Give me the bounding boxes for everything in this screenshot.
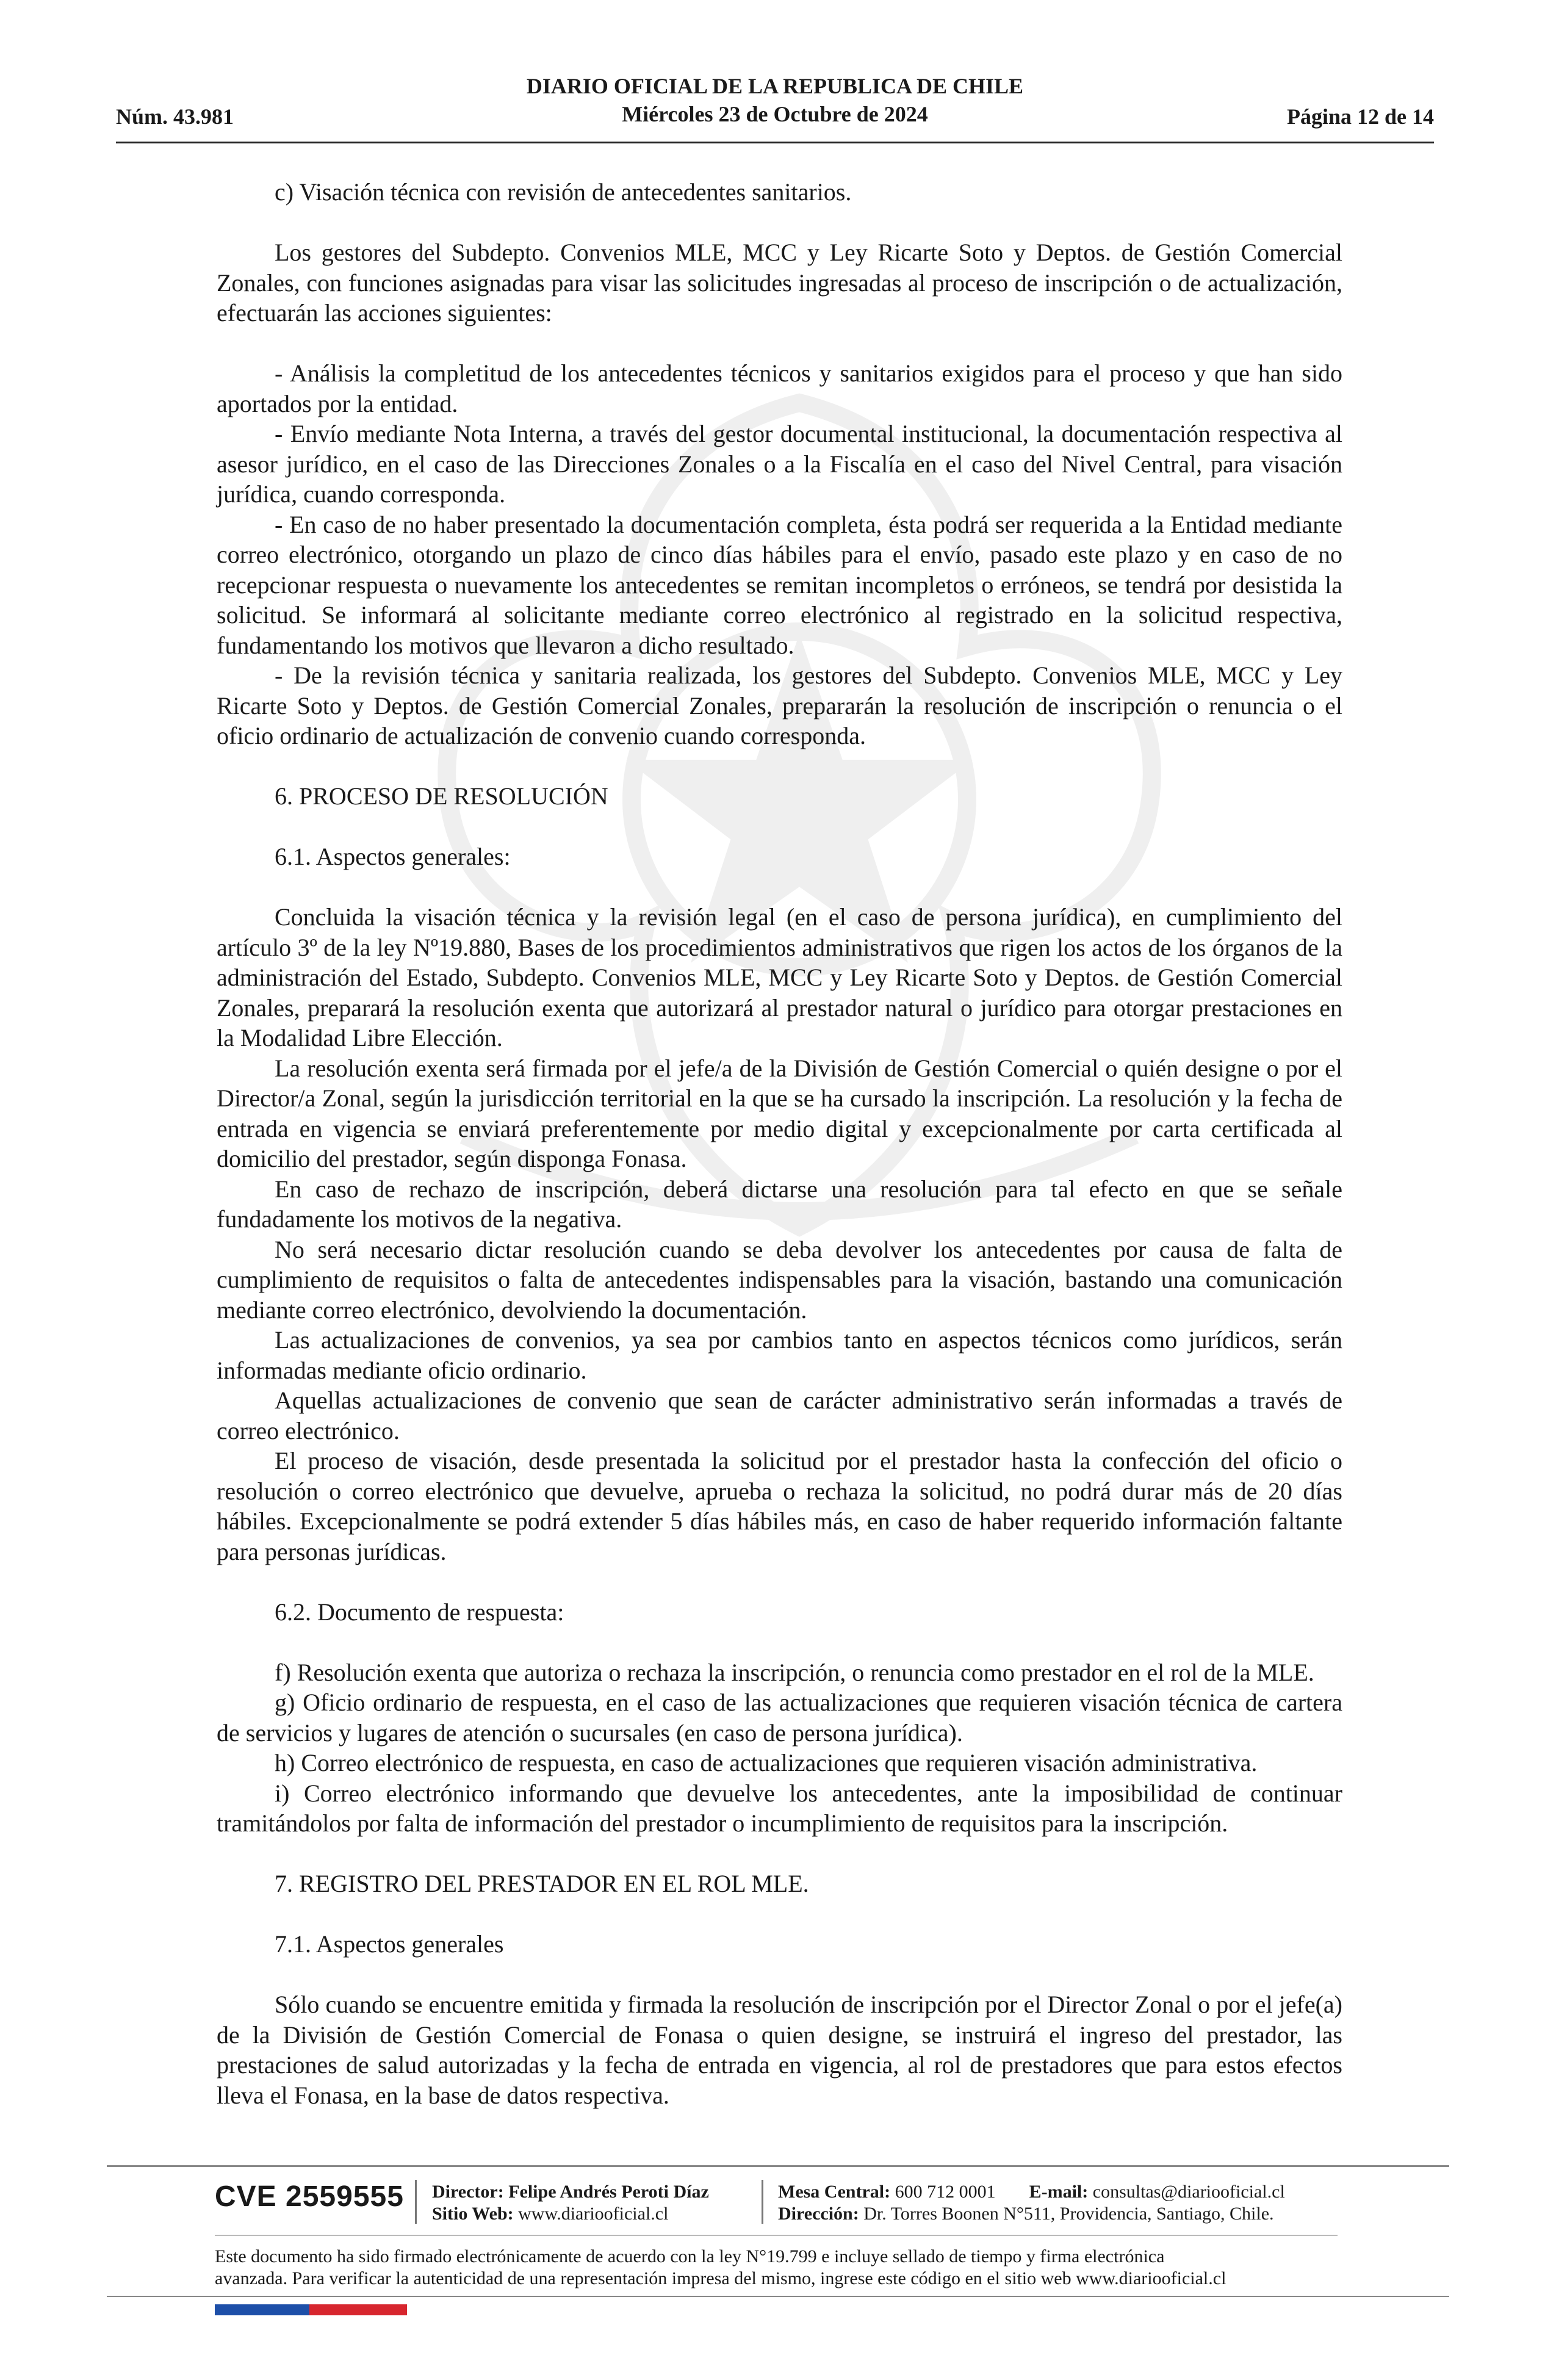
director-name: Felipe Andrés Peroti Díaz — [508, 2182, 709, 2202]
subsection-heading: 6.1. Aspectos generales: — [275, 843, 511, 870]
page-number: Página 12 de 14 — [1286, 104, 1434, 129]
legal-notice — [215, 2246, 1374, 2290]
paragraph: Aquellas actualizaciones de convenio que sean de carácter administrativo serán informadas a través de correo electrónico. — [217, 1387, 1342, 1444]
list-item: i) Correo electrónico informando que devuelve los antecedentes, ante la imposibilidad de continuar tramitándolos por falta de información del prestador o incumplimiento de requisitos para la inscripción. — [217, 1779, 1342, 1837]
footer-separator — [415, 2180, 417, 2224]
cve-code: CVE 2559555 — [215, 2180, 404, 2213]
email-link[interactable]: consultas@diariooficial.cl — [1092, 2182, 1285, 2202]
footer-contact-block — [778, 2181, 1285, 2225]
phone-label: Mesa Central: — [778, 2182, 891, 2202]
legal-line: avanzada. Para verificar la autenticidad de una representación impresa del mismo, ingrese este código en el sitio web www.diariooficial.cl — [215, 2268, 1226, 2288]
list-item: - En caso de no haber presentado la documentación completa, ésta podrá ser requerida a la Entidad mediante correo electrónico, otorgando un plazo de cinco días hábiles para el envío, pasado este plazo y en caso de no recepcionar respuesta o nuevamente los antecedentes se remitan incompletos o erróneos, se tendrá por desistida la solicitud. Se informará al solicitante mediante correo electrónico al registrado en la solicitud respectiva, fundamentando los motivos que llevaron a dicho resultado. — [217, 510, 1342, 659]
director-label: Director: — [432, 2182, 504, 2202]
list-item: - De la revisión técnica y sanitaria realizada, los gestores del Subdepto. Convenios MLE, MCC y Ley Ricarte Soto y Deptos. de Gestión Comercial Zonales, prepararán la resolución de inscripción o renuncia o el oficio ordinario de actualización de convenio cuando corresponda. — [217, 662, 1342, 749]
list-item: - Envío mediante Nota Interna, a través del gestor documental institucional, la documentación respectiva al asesor jurídico, en el caso de las Direcciones Zonales o a la Fiscalía en el caso del Nivel Central, para visación jurídica, cuando corresponda. — [217, 420, 1342, 508]
list-item: g) Oficio ordinario de respuesta, en el caso de las actualizaciones que requieren visación técnica de cartera de servicios y lugares de atención o sucursales (en caso de persona jurídica). — [217, 1689, 1342, 1747]
footer-separator — [762, 2180, 763, 2224]
issue-number: Núm. 43.981 — [116, 104, 234, 129]
paragraph: Las actualizaciones de convenios, ya sea por cambios tanto en aspectos técnicos como jurídicos, serán informadas mediante oficio ordinario. — [217, 1326, 1342, 1384]
paragraph: Los gestores del Subdepto. Convenios MLE, MCC y Ley Ricarte Soto y Deptos. de Gestión Comercial Zonales, con funciones asignadas para visar las solicitudes ingresadas al proceso de inscripción o de actualización, efectuarán las acciones siguientes: — [217, 239, 1342, 326]
footer-divider-thin — [215, 2235, 1338, 2236]
header-center — [116, 72, 1434, 128]
subsection-heading: 6.2. Documento de respuesta: — [275, 1598, 564, 1626]
website-link[interactable]: www.diariooficial.cl — [518, 2204, 669, 2224]
list-item: h) Correo electrónico de respuesta, en caso de actualizaciones que requieren visación administrativa. — [275, 1749, 1258, 1776]
paragraph: La resolución exenta será firmada por el jefe/a de la División de Gestión Comercial o quién designe o por el Director/a Zonal, según la jurisdicción territorial en la que se ha cursado la inscripción. La resolución y la fecha de entrada en vigencia se enviará preferentemente por medio digital y excepcionalmente por carta certificada al domicilio del prestador, según disponga Fonasa. — [217, 1054, 1342, 1172]
address-label: Dirección: — [778, 2204, 859, 2224]
flag-bar-blue — [215, 2304, 309, 2315]
phone-value: 600 712 0001 — [895, 2182, 996, 2202]
paragraph: c) Visación técnica con revisión de antecedentes sanitarios. — [275, 178, 852, 206]
legal-line: Este documento ha sido firmado electrónicamente de acuerdo con la ley N°19.799 e incluye sellado de tiempo y firma electrónica — [215, 2246, 1165, 2266]
paragraph: No será necesario dictar resolución cuando se deba devolver los antecedentes por causa de falta de cumplimiento de requisitos o falta de antecedentes indispensables para la visación, bastando una comunicación mediante correo electrónico, devolviendo la documentación. — [217, 1235, 1342, 1324]
footer-divider-top — [107, 2165, 1449, 2167]
email-label: E-mail: — [1029, 2182, 1089, 2202]
section-heading: 6. PROCESO DE RESOLUCIÓN — [275, 782, 608, 810]
list-item: - Análisis la completitud de los antecedentes técnicos y sanitarios exigidos para el proceso y que han sido aportados por la entidad. — [217, 359, 1342, 417]
paragraph: En caso de rechazo de inscripción, deberá dictarse una resolución para tal efecto en que se señale fundadamente los motivos de la negativa. — [217, 1175, 1342, 1233]
paragraph: El proceso de visación, desde presentada la solicitud por el prestador hasta la confección del oficio o resolución o correo electrónico que devuelve, aprueba o rechaza la solicitud, no podrá durar más de 20 días hábiles. Excepcionalmente se podrá extender 5 días hábiles más, en caso de haber requerido información faltante para personas jurídicas. — [217, 1447, 1342, 1565]
footer-divider-bottom — [107, 2296, 1449, 2297]
footer-director-block — [432, 2181, 709, 2225]
list-item: f) Resolución exenta que autoriza o rechaza la inscripción, o renuncia como prestador en el rol de la MLE. — [275, 1658, 1314, 1686]
address-value: Dr. Torres Boonen N°511, Providencia, Santiago, Chile. — [863, 2204, 1274, 2224]
flag-bar-red — [309, 2304, 407, 2315]
document-body — [217, 177, 1342, 2110]
publication-date: Miércoles 23 de Octubre de 2024 — [622, 102, 928, 126]
page-header — [116, 72, 1434, 139]
website-label: Sitio Web: — [432, 2204, 514, 2224]
paragraph: Concluida la visación técnica y la revisión legal (en el caso de persona jurídica), en cumplimiento del artículo 3º de la ley Nº19.880, Bases de los procedimientos administrativos que rigen los actos de los órganos de la administración del Estado, Subdepto. Convenios MLE, MCC y Ley Ricarte Soto y Deptos. de Gestión Comercial Zonales, preparará la resolución exenta que autorizará al prestador natural o jurídico para otorgar prestaciones en la Modalidad Libre Elección. — [217, 903, 1342, 1051]
publication-title: DIARIO OFICIAL DE LA REPUBLICA DE CHILE — [526, 74, 1024, 98]
header-divider — [116, 142, 1434, 143]
subsection-heading: 7.1. Aspectos generales — [275, 1930, 504, 1958]
section-heading: 7. REGISTRO DEL PRESTADOR EN EL ROL MLE. — [275, 1870, 809, 1897]
paragraph: Sólo cuando se encuentre emitida y firmada la resolución de inscripción por el Director Zonal o por el jefe(a) de la División de Gestión Comercial de Fonasa o quien designe, se instruirá el ingreso del prestador, las prestaciones de salud autorizadas y la fecha de entrada en vigencia, al rol de prestadores que para estos efectos lleva el Fonasa, en la base de datos respectiva. — [217, 1991, 1342, 2109]
